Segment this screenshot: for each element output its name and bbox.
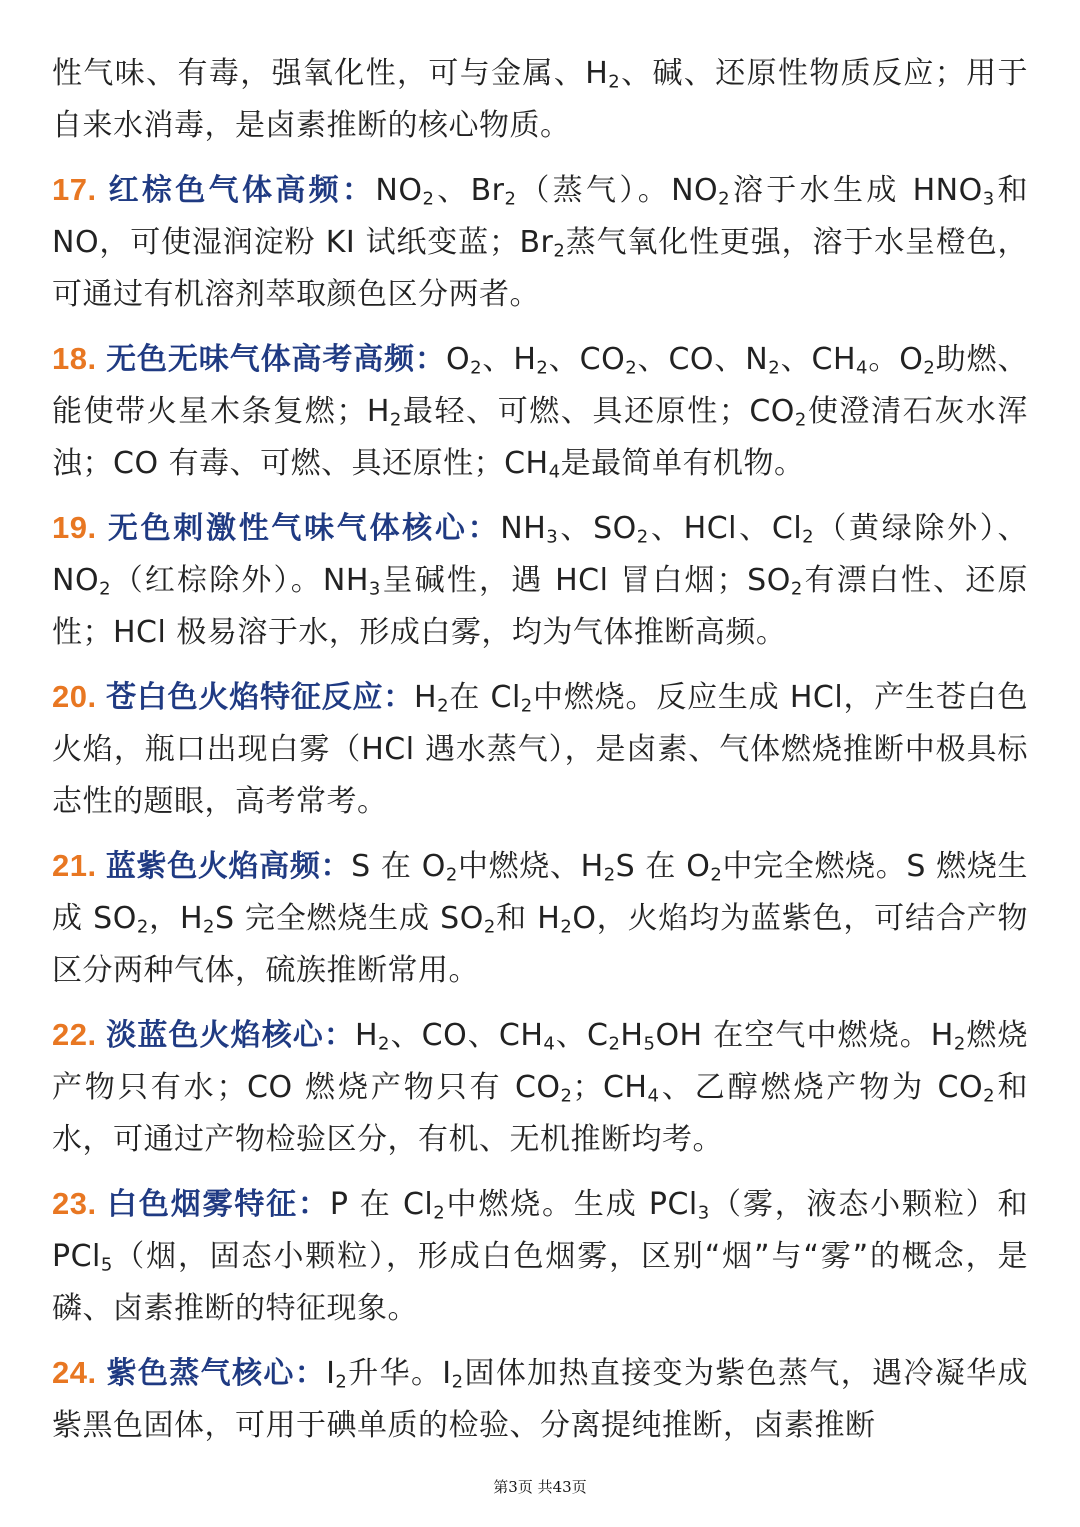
paragraph — [52, 164, 1028, 321]
item-heading: 苍白色火焰特征反应： — [106, 680, 415, 715]
item-body: 性气味、有毒，强氧化性，可与金属、$H_2$、碱、还原性物质反应；用于自来水消毒，是卤素推断的核心物质。 — [52, 56, 1029, 143]
item-number: 23. — [52, 1186, 108, 1221]
item-body: $H_2$、CO、$CH_4$、$C_2H_5OH$ 在空气中燃烧。$H_2$燃烧产物只有水；CO 燃烧产物只有 $CO_2$；$CH_4$、乙醇燃烧产物为 $CO_2$和水，可通过产物检验区分，有机、无机推断均考。 — [52, 1018, 1028, 1157]
paragraph — [52, 1009, 1028, 1166]
page-footer: 第3页 共43页 — [493, 1478, 587, 1496]
paragraph — [52, 840, 1028, 997]
item-heading: 无色无味气体高考高频： — [106, 342, 446, 377]
item-body: $O_2$、$H_2$、$CO_2$、CO、$N_2$、$CH_4$。$O_2$助燃、能使带火星木条复燃；$H_2$最轻、可燃、具还原性；$CO_2$使澄清石灰水浑浊；CO 有毒、可燃、具还原性；$CH_4$是最简单有机物。 — [52, 342, 1029, 483]
item-number: 20. — [52, 679, 107, 714]
item-heading: 白色烟雾特征： — [107, 1187, 330, 1222]
item-body: P 在 $Cl_2$中燃烧。生成 PCl$_3$（雾，液态小颗粒）和 PCl$_5$（烟，固态小颗粒），形成白色烟雾，区别“烟”与“雾”的概念，是磷、卤素推断的特征现象。 — [52, 1187, 1028, 1326]
item-body: S 在 $O_2$中燃烧、$H_2S$ 在 $O_2$中完全燃烧。S 燃烧生成 $SO_2$，$H_2S$ 完全燃烧生成 $SO_2$和 $H_2O$，火焰均为蓝紫色，可结合产物区分两种气体，硫族推断常用。 — [52, 849, 1028, 988]
item-body: $NO_2$、$Br_2$（蒸气）。$NO_2$溶于水生成 $HNO_3$和 NO，可使湿润淀粉 KI 试纸变蓝；$Br_2$蒸气氧化性更强，溶于水呈橙色，可通过有机溶剂萃取颜色区分两者。 — [52, 173, 1029, 312]
item-heading: 淡蓝色火焰核心： — [106, 1018, 355, 1053]
item-heading: 紫色蒸气核心： — [106, 1356, 327, 1391]
item-number: 24. — [52, 1355, 107, 1390]
document-body — [52, 48, 1028, 1464]
item-number: 18. — [52, 341, 107, 376]
paragraph — [52, 671, 1028, 828]
item-heading: 蓝紫色火焰高频： — [105, 849, 352, 884]
item-number: 17. — [52, 172, 109, 207]
item-heading: 无色刺激性气味气体核心： — [107, 511, 501, 546]
item-body: $I_2$升华。$I_2$固体加热直接变为紫色蒸气，遇冷凝华成紫黑色固体，可用于碘单质的检验、分离提纯推断，卤素推断 — [52, 1356, 1029, 1443]
item-body: $H_2$在 $Cl_2$中燃烧。反应生成 HCl，产生苍白色火焰，瓶口出现白雾（HCl 遇水蒸气），是卤素、气体燃烧推断中极具标志性的题眼，高考常考。 — [52, 680, 1028, 819]
paragraph — [52, 333, 1028, 490]
paragraph — [52, 1178, 1028, 1335]
paragraph — [52, 1347, 1028, 1452]
item-number: 22. — [52, 1017, 107, 1052]
item-number: 19. — [52, 510, 108, 545]
paragraph — [52, 502, 1028, 659]
item-heading: 红棕色气体高频： — [108, 173, 376, 208]
paragraph — [52, 48, 1028, 152]
item-number: 21. — [52, 848, 106, 883]
item-body: $NH_3$、$SO_2$、HCl、$Cl_2$（黄绿除外）、$NO_2$（红棕除外）。$NH_3$呈碱性，遇 HCl 冒白烟；$SO_2$有漂白性、还原性；HCl 极易溶于水，形成白雾，均为气体推断高频。 — [52, 511, 1029, 650]
